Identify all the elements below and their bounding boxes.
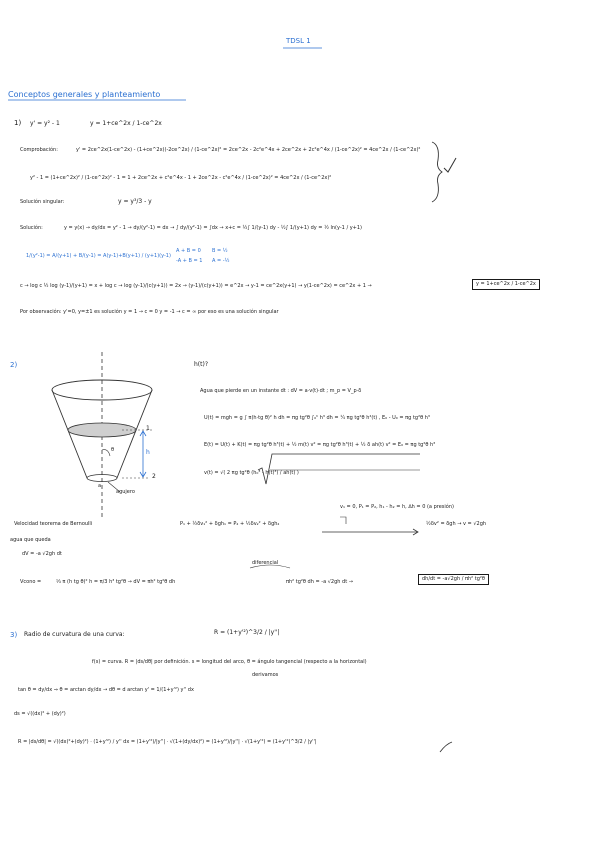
log-line: c → log c ½ log (y-1)/(y+1) = x + log c → log (y-1)/(c(y+1)) = 2x → (y-1)/(c(y+1)) = e^2x → y-1 = ce^2x(y+1) → y(1-ce^2x) = ce^2x + 1 → [20,283,372,289]
observation-line: Por observación: y'=0, y=±1 es solución y = 1 → c = 0 y = -1 → c = ∞ por eso es una solución singular [20,309,279,315]
differential-label: diferencial [252,560,279,566]
check-mark-3 [440,742,452,752]
check-line-1: y' = 2ce^2x(1-ce^2x) - (1+ce^2x)(-2ce^2x) / (1-ce^2x)² = 2ce^2x - 2c²e^4x + 2ce^2x + 2c²e^4x / (1-ce^2x)² = 4ce^2x / (1-ce^2x)² [76,147,421,153]
curvature-formula: R = (1+y'²)^3/2 / |y''| [214,629,280,636]
h-label: h(t)? [194,361,209,368]
fig-mark-agujero: agujero [116,489,135,495]
problem3-number: 3) [10,631,18,639]
problem1-equation: y' = y² - 1 [30,120,60,127]
check-mark [444,158,456,172]
partial-system-1: A + B = 0 [176,248,201,254]
fig-mark-h: h [146,449,150,456]
bernoulli-notes: v₁ = 0, P₁ = P₂, h₁ - h₂ = h, ∆h = 0 (a presión) [340,504,454,510]
check-label: Comprobación: [20,147,58,153]
ds-line: ds = √((dx)² + (dy)²) [14,711,66,717]
velocity-equation: v(t) = √( 2 πg tg²θ (h₀³ - h(t)³) / ah(t) ) [204,470,299,476]
fig-mark-a: a [98,483,102,489]
singular-label: Solución singular: [20,199,65,205]
final-answer-box: y = 1+ce^2x / 1-ce^2x [472,279,540,290]
problem1-given: y = 1+ce^2x / 1-ce^2x [90,120,162,127]
energy-E: E(t) = U(t) + K(t) = πg tg²θ h³(t) + ½ m(t) v² = πg tg²θ h³(t) + ½ δ ah(t) v² = E₀ = πg tg²θ h³ [204,442,436,448]
energy-U: U(t) = mgh = g ∫ π(h·tg θ)² h dh = πg tg²θ ∫₀ʰ h³ dh = ¼ πg tg²θ h⁴(t) , E₀ - U₀ = πg tg²θ h³ [204,415,430,421]
partial-result-2: A = -½ [212,258,230,264]
partial-result-1: B = ½ [212,248,228,254]
page-title: TDSL 1 [286,37,311,45]
remaining-equation: dV = -a √2gh dt [22,551,62,557]
problem1-number: 1) [14,119,22,127]
tan-line: tan θ = dy/dx ⇒ θ = arctan dy/dx → dθ = d arctan y' = 1/(1+y'²) y'' dx [18,687,194,693]
theta-arc [102,450,110,456]
bernoulli-label: Velocidad teorema de Bernoulli [14,521,93,527]
partial-fractions: 1/(y²-1) = A/(y+1) + B/(y-1) = A(y-1)+B(y+1) / (y+1)(y-1) [26,253,171,259]
problem3-title: Radio de curvatura de una curva: [24,631,125,638]
derivar-label: derivamos [252,672,279,678]
partial-system-2: -A + B = 1 [176,258,203,264]
problem2-intro: Agua que pierde en un instante dt : dV = a·v(t)·dt ; m_p = V_p·δ [200,388,362,394]
brace-right [432,142,442,202]
bernoulli-arrow-stem [340,517,346,524]
problem2-number: 2) [10,361,18,369]
water-surface [68,423,136,437]
volume-label: Vcono = [20,579,42,585]
fig-mark-theta: θ [111,447,115,453]
fig-mark-2: 2 [152,473,156,480]
remaining-label: agua que queda [10,537,51,543]
section-heading: Conceptos generales y planteamiento [8,90,161,99]
volume-answer-box: dh/dt = -a√2gh / πh² tg²θ [418,574,489,585]
final-curvature-line: R = |ds/dθ| = √((dx)²+(dy)²) · (1+y'²) / y'' dx = (1+y'²)/|y''| · √(1+(dy/dx)²) = (1+y'²)/|y''| · √(1+y'²) = (1+y'²)^3/2 / |y''| [18,739,317,745]
singular-equation: y = y³/3 - y [118,198,152,205]
volume-equation: ⅓ π (h tg θ)² h = π/3 h³ tg²θ → dV = πh² tg²θ dh [56,579,176,585]
check-line-2: y² - 1 = (1+ce^2x)² / (1-ce^2x)² - 1 = 1 + 2ce^2x + c²e^4x - 1 + 2ce^2x - c²e^4x / (1-ce^2x)² = 4ce^2x / (1-ce^2x)² [30,175,332,181]
solution-equation: y = y(x) → dy/dx = y² - 1 → dy/(y²-1) = dx → ∫ dy/(y²-1) = ∫dx → x+c = ½∫ 1/(y-1) dy - ½∫ 1/(y+1) dy = ½ ln(y-1 / y+1) [64,225,363,231]
volume-equation-2: πh² tg²θ dh = -a √2gh dt → [286,579,353,585]
solution-label: Solución: [20,225,43,231]
sqrt-sign-v [258,454,420,484]
bernoulli-result: ½δv² = δgh → v = √2gh [426,521,487,527]
curvature-definition: f(s) = curva. R = |ds/dθ| por definición. s = longitud del arco, θ = ángulo tangencial (respecto a la horizontal) [92,659,367,665]
fig-mark-1: 1 [146,425,150,432]
cone-figure [52,352,154,520]
bernoulli-equation: P₁ + ½δv₁² + δgh₁ = P₂ + ½δv₂² + δgh₂ [180,521,280,527]
